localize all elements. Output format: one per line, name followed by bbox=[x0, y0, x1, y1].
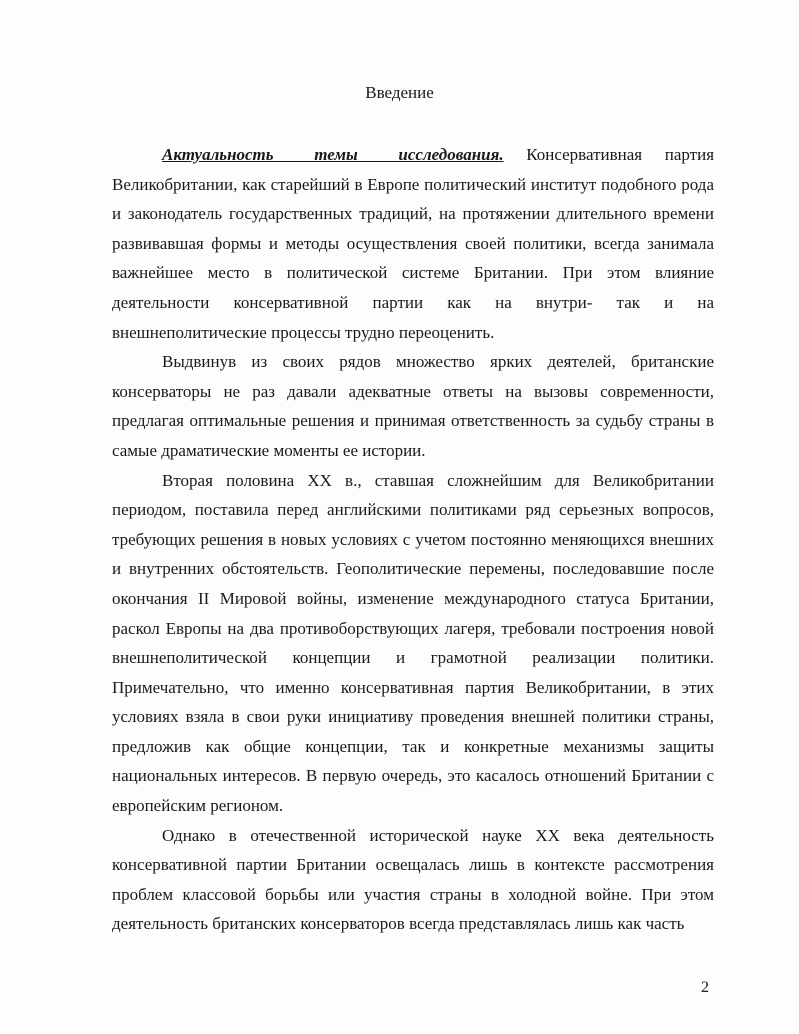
lead-heading: Актуальность темы исследования. bbox=[162, 145, 504, 164]
paragraph-1-text: Консервативная партия Великобритании, как старейший в Европе политический институт подобного рода и законодатель государственных традиций, на протяжении длительного времени развивавшая формы и методы осуществления своей политики, всегда занимала важнейшее место в политической системе Британии. При этом влияние деятельности консервативной партии как на внутри- так и на внешнеполитические процессы трудно переоценить. bbox=[112, 145, 715, 342]
page-title: Введение bbox=[365, 83, 434, 102]
page-number: 2 bbox=[701, 979, 709, 996]
paragraph-4: Однако в отечественной исторической науке XX века деятельность консервативной партии Британии освещалась лишь в контексте рассмотрения проблем классовой борьбы или участия страны в холодной войне. При этом деятельность британских консерваторов всегда представлялась лишь как часть bbox=[112, 825, 714, 934]
paragraph-2: Выдвинув из своих рядов множество ярких деятелей, британские консерваторы не раз давали адекватные ответы на вызовы современности, предлагая оптимальные решения и принимая ответственность за судьбу страны в самые драматические моменты ее истории. bbox=[112, 352, 714, 460]
paragraph-1 bbox=[112, 140, 714, 347]
paragraph-3: Вторая половина XX в., ставшая сложнейшим для Великобритании периодом, поставила перед английскими политиками ряд серьезных вопросов, требующих решения в новых условиях с учетом постоянно меняющихся внешних и внутренних обстоятельств. Геополитические перемены, последовавшие после окончания II Мировой войны, изменение международного статуса Британии, раскол Европы на два противоборствующих лагеря, требовали построения новой внешнеполитической концепции и грамотной реализации политики. Примечательно, что именно консервативная партия Великобритании, в этих условиях взяла в свои руки инициативу проведения внешней политики страны, предложив как общие концепции, так и конкретные механизмы защиты национальных интересов. В первую очередь, это касалось отношений Британии с европейским регионом. bbox=[112, 470, 714, 816]
document-body bbox=[112, 140, 714, 939]
